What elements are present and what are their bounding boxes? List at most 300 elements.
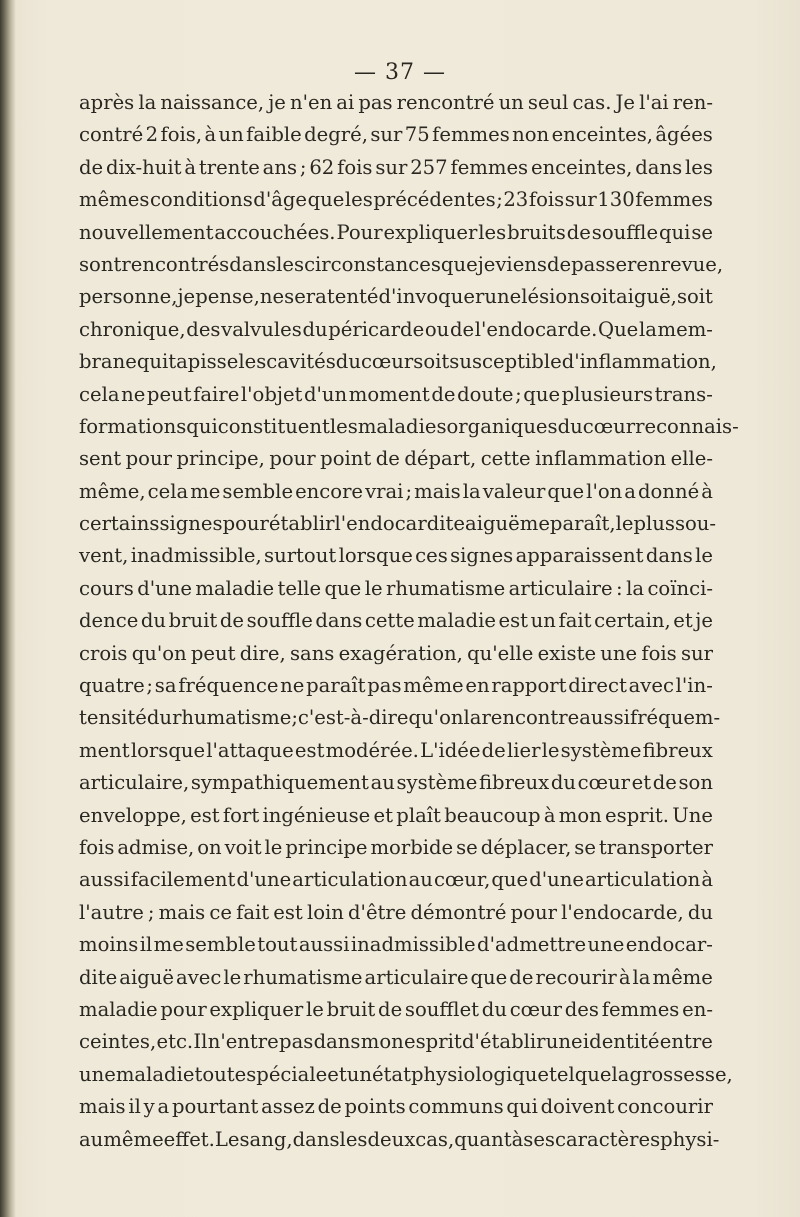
word: recourir (535, 965, 617, 989)
word: faire (193, 382, 240, 406)
word: certain, (594, 609, 671, 633)
text-line (79, 929, 713, 961)
word: vrai (365, 479, 404, 503)
word: d'être (348, 900, 407, 924)
text-line (79, 962, 713, 994)
word: vent, (79, 544, 129, 568)
word: l'autre (79, 900, 144, 924)
word: avec (176, 965, 222, 989)
word: démontré (410, 900, 507, 924)
word: une (484, 285, 522, 309)
word: je (177, 285, 196, 309)
word: fréquem- (629, 706, 721, 730)
word: on (197, 835, 222, 859)
word: accouchées. (214, 220, 336, 244)
text-line (79, 1026, 713, 1058)
word: donné (638, 479, 700, 503)
page-number: — 37 — (354, 60, 446, 85)
word: cœur (509, 997, 563, 1021)
word: degré, (304, 123, 368, 147)
word: inadmissible (350, 933, 476, 957)
word: valvules (221, 317, 302, 341)
word: facilement (130, 868, 236, 892)
word: fois, (160, 123, 203, 147)
word: un (498, 91, 524, 114)
word: apparaissent (515, 544, 644, 568)
word: peut (146, 382, 192, 406)
word: Une (672, 803, 713, 827)
word: le (264, 835, 283, 859)
text-line (79, 119, 713, 151)
word: du (335, 350, 361, 374)
text-line (79, 152, 713, 184)
word: sang, (239, 1127, 293, 1151)
word: les (339, 1127, 368, 1151)
word: à (543, 803, 556, 827)
word: la (611, 1062, 630, 1086)
word: inadmissible, (130, 544, 262, 568)
text-line (79, 670, 713, 702)
word: dans (313, 1030, 361, 1054)
word: sans (289, 641, 335, 665)
word: la (638, 317, 657, 341)
word: deux (367, 1127, 416, 1151)
word: modérée. (325, 738, 419, 762)
word: et (373, 803, 394, 827)
word: sur (680, 641, 713, 665)
word: toute (194, 1062, 247, 1086)
word: inflammation (535, 447, 667, 471)
word: est (294, 738, 325, 762)
text-line (79, 411, 739, 443)
word: souffle (591, 220, 659, 244)
word: est (498, 609, 529, 633)
word: l'endocarde, (561, 900, 684, 924)
word: la (138, 91, 157, 114)
word: maladies (357, 414, 447, 438)
text-line (79, 994, 713, 1026)
word: dans (635, 155, 683, 179)
word: pas (279, 1030, 314, 1054)
word: d'âge (253, 188, 308, 212)
word: rapport (491, 674, 567, 698)
word: endocar- (625, 933, 713, 957)
word: 130 (597, 188, 635, 212)
word: ce (209, 900, 232, 924)
word: cœur (360, 350, 414, 374)
word: peut (190, 641, 236, 665)
word: enceintes, (530, 155, 633, 179)
word: ; (291, 706, 298, 730)
word: ment (79, 738, 130, 762)
word: en (465, 674, 490, 698)
word: souffle (246, 609, 313, 633)
word: mem- (657, 317, 713, 341)
word: maladie (79, 997, 158, 1021)
word: certains (79, 512, 160, 536)
word: d'établir (461, 1030, 546, 1054)
word: sera (284, 285, 327, 309)
word: nouvellement (79, 220, 214, 244)
word: après (79, 91, 135, 114)
word: enceintes, (551, 123, 653, 147)
text-line (79, 87, 713, 119)
word: principe, (176, 447, 265, 471)
word: 2 (145, 123, 159, 147)
word: a (624, 479, 636, 503)
word: la (626, 576, 645, 600)
word: formations (79, 414, 187, 438)
word: le (541, 738, 560, 762)
word: état (371, 1062, 411, 1086)
word: du (557, 414, 583, 438)
binding-shadow (0, 0, 16, 1217)
text-line (79, 767, 713, 799)
word: fois (79, 835, 115, 859)
word: en- (682, 997, 713, 1021)
word: du (550, 771, 576, 795)
word: n'en (289, 91, 333, 114)
word: cas. (572, 91, 612, 114)
word: l'objet (240, 382, 303, 406)
word: valeur (482, 479, 546, 503)
word: fois (337, 155, 373, 179)
word: enveloppe, (79, 803, 187, 827)
word: trans- (654, 382, 713, 406)
word: grossesse, (629, 1062, 733, 1086)
word: transporter (598, 835, 713, 859)
text-line (79, 217, 713, 249)
word: femmes (635, 188, 713, 212)
word: l'endocardite (334, 512, 466, 536)
word: de (566, 220, 591, 244)
word: ; (496, 188, 503, 212)
word: aussi (579, 706, 630, 730)
word: même (103, 1127, 164, 1151)
word: Pour (336, 220, 383, 244)
word: fibreux (478, 771, 550, 795)
word: ces (415, 544, 448, 568)
word: y (143, 1095, 155, 1119)
word: beaucoup (444, 803, 541, 827)
word: cas, (415, 1127, 455, 1151)
word: même, (79, 479, 146, 503)
word: rencontrés (121, 252, 230, 276)
word: du (481, 997, 507, 1021)
word: d'une (137, 576, 192, 600)
word: d'une (529, 868, 584, 892)
word: spéciale (246, 1062, 328, 1086)
word: de (375, 447, 400, 471)
text-line (79, 540, 713, 572)
word: que (307, 188, 345, 212)
word: L'idée (420, 738, 481, 762)
word: que (523, 382, 561, 406)
word: sur (375, 155, 408, 179)
word: fait (558, 609, 592, 633)
word: l'on (586, 479, 623, 503)
word: du (302, 317, 328, 341)
word: système (560, 738, 642, 762)
word: ne (280, 674, 305, 698)
word: l'in- (675, 674, 713, 698)
word: femmes (601, 997, 680, 1021)
text-line (79, 638, 713, 670)
word: plus (633, 512, 675, 536)
word: en (636, 252, 661, 276)
word: pourtant (171, 1095, 259, 1119)
word: pense, (195, 285, 260, 309)
word: de (481, 738, 506, 762)
word: me (190, 479, 221, 503)
text-line (79, 184, 713, 216)
word: voit (224, 835, 262, 859)
word: fois (641, 641, 677, 665)
word: caractères (554, 1127, 661, 1151)
word: articulation (292, 868, 408, 892)
word: cette (480, 447, 531, 471)
word: fort (222, 803, 260, 827)
text-line (79, 281, 713, 313)
word: que (491, 868, 529, 892)
word: de (449, 317, 475, 341)
word: ne (259, 285, 285, 309)
word: est (190, 803, 220, 827)
word: Je (615, 91, 635, 114)
word: le (695, 544, 713, 568)
word: 23 (503, 188, 529, 212)
word: rencontré (396, 91, 495, 114)
word: le (306, 997, 324, 1021)
text-line (79, 864, 713, 896)
word: me (519, 512, 550, 536)
word: sur (370, 123, 403, 147)
word: n'entre (207, 1030, 279, 1054)
word: femmes (432, 123, 510, 147)
word: paraît, (549, 512, 616, 536)
word: de (431, 382, 456, 406)
word: les (344, 188, 373, 212)
word: les (238, 350, 267, 374)
word: que (324, 576, 362, 600)
text-line (79, 897, 713, 929)
word: qui (506, 1095, 538, 1119)
word: tapisse (168, 350, 239, 374)
word: qu'elle (467, 641, 534, 665)
word: cela (79, 382, 120, 406)
word: départ, (404, 447, 477, 471)
word: esprit. (605, 803, 669, 827)
word: cours (79, 576, 134, 600)
word: d'un (304, 382, 348, 406)
word: qu'on (408, 706, 464, 730)
word: rhumatisme (243, 965, 363, 989)
word: son (678, 771, 713, 795)
word: quant (454, 1127, 512, 1151)
word: sympathiquement (190, 771, 369, 795)
word: signes (159, 512, 223, 536)
word: admise, (117, 835, 195, 859)
word: crois (79, 641, 128, 665)
text-line (79, 249, 724, 281)
word: revue, (660, 252, 724, 276)
word: de (79, 155, 104, 179)
word: mon (360, 1030, 404, 1054)
word: péricarde (328, 317, 425, 341)
word: qui (136, 350, 169, 374)
word: c'est-à-dire (297, 706, 409, 730)
word: du (140, 609, 167, 633)
word: tensité (79, 706, 147, 730)
body-text (79, 87, 739, 1156)
text-line (79, 605, 713, 637)
word: physiologique (410, 1062, 549, 1086)
word: sont (79, 252, 122, 276)
word: cela (147, 479, 189, 503)
word: au (79, 1127, 104, 1151)
word: pas (367, 674, 402, 698)
word: cavités (266, 350, 336, 374)
word: naissance, (160, 91, 265, 114)
word: brane (79, 350, 137, 374)
word: ai (336, 91, 355, 114)
word: les (276, 252, 305, 276)
word: a (157, 1095, 170, 1119)
word: le (364, 576, 383, 600)
word: même (652, 965, 713, 989)
word: je (695, 609, 713, 633)
text-line (79, 379, 713, 411)
word: ; (405, 479, 413, 503)
word: 62 (309, 155, 335, 179)
word: ; (515, 382, 522, 406)
word: doivent (540, 1095, 615, 1119)
word: avec (628, 674, 674, 698)
word: principe (285, 835, 368, 859)
word: 257 (410, 155, 448, 179)
word: rencontre (481, 706, 580, 730)
word: Le (214, 1127, 240, 1151)
word: dence (79, 609, 139, 633)
word: rhumatisme (172, 706, 292, 730)
word: tenté (326, 285, 379, 309)
word: l'endocarde. (474, 317, 598, 341)
word: un (530, 609, 556, 633)
word: fibreux (642, 738, 713, 762)
word: se (574, 835, 596, 859)
word: et (673, 609, 693, 633)
word: quatre (79, 674, 145, 698)
word: même (403, 674, 464, 698)
word: ingénieuse (262, 803, 371, 827)
word: établir (268, 512, 335, 536)
word: physi- (660, 1127, 720, 1151)
word: sur (564, 188, 597, 212)
word: Que (598, 317, 639, 341)
word: articulaire (364, 965, 469, 989)
word: etc. (156, 1030, 194, 1054)
word: paraît (306, 674, 366, 698)
word: exagération, (338, 641, 463, 665)
text-line (79, 1059, 733, 1091)
word: ; (146, 674, 154, 698)
word: aiguë (465, 512, 520, 536)
word: maladie (115, 1062, 195, 1086)
word: d'invoquer (378, 285, 485, 309)
word: la (632, 965, 651, 989)
word: expliquer (383, 220, 478, 244)
word: je (477, 252, 496, 276)
word: des (564, 997, 599, 1021)
word: maladie (417, 609, 496, 633)
text-line (79, 832, 713, 864)
word: tel (548, 1062, 575, 1086)
word: pour (222, 512, 269, 536)
word: d'admettre (477, 933, 587, 957)
word: et (327, 1062, 347, 1086)
word: point (320, 447, 372, 471)
word: la (463, 706, 482, 730)
word: reconnais- (635, 414, 739, 438)
word: pour (160, 997, 207, 1021)
word: soufflet (404, 997, 480, 1021)
word: ses (523, 1127, 555, 1151)
word: dite (79, 965, 118, 989)
text-line (79, 1091, 713, 1123)
text-line (79, 573, 713, 605)
text-line (79, 443, 713, 475)
word: ; (299, 155, 307, 179)
word: chronique, (79, 317, 186, 341)
word: ans (262, 155, 298, 179)
word: loin (306, 900, 344, 924)
word: semble (222, 479, 294, 503)
word: de (317, 1095, 342, 1119)
word: une (79, 1062, 116, 1086)
word: une (587, 933, 625, 957)
word: plusieurs (561, 382, 654, 406)
word: trente (198, 155, 260, 179)
word: signes (450, 544, 514, 568)
word: doute (457, 382, 514, 406)
word: organiques (446, 414, 558, 438)
word: cœur (577, 771, 630, 795)
word: dans (315, 609, 363, 633)
word: dix-huit (105, 155, 182, 179)
word: que (440, 252, 478, 276)
word: morbide (370, 835, 454, 859)
word: pour (510, 900, 557, 924)
word: articulaire, (79, 771, 190, 795)
word: bruit (326, 997, 376, 1021)
text-line (79, 476, 713, 508)
word: articulation (584, 868, 701, 892)
word: les (478, 220, 507, 244)
word: viens (495, 252, 547, 276)
word: de (652, 771, 677, 795)
word: se (691, 220, 713, 244)
word: lorsque (130, 738, 206, 762)
word: dans (229, 252, 277, 276)
word: soit (413, 350, 450, 374)
word: à (204, 123, 217, 147)
word: ; (147, 900, 155, 924)
word: faible (246, 123, 302, 147)
word: tout (257, 933, 298, 957)
word: ou (424, 317, 450, 341)
word: esprit (404, 1030, 462, 1054)
word: aussi (79, 868, 130, 892)
